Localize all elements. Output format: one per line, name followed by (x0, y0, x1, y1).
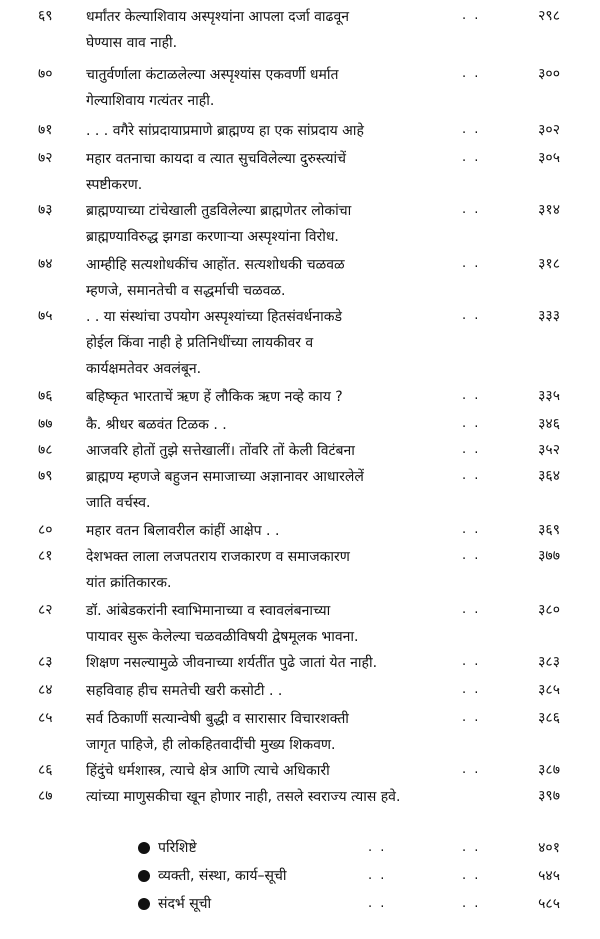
entry-page-number: ३८६ (538, 710, 560, 726)
entry-title-line: बहिष्कृत भारताचें ऋण हें लौकिक ऋण नव्हे काय ? (86, 389, 343, 405)
entry-page-number: ३३५ (538, 388, 560, 404)
entry-title-line: जाति वर्चस्व. (86, 495, 151, 511)
leader-dots: . . (462, 840, 481, 855)
appendix-title: व्यक्ती, संस्था, कार्य–सूची (158, 868, 287, 884)
leader-dots: . . (462, 654, 481, 669)
entry-page-number: ३१८ (538, 256, 560, 272)
entry-title-line: डॉ. आंबेडकरांनी स्वाभिमानाच्या व स्वावलंबनाच्या (86, 603, 331, 619)
entry-title (86, 412, 466, 438)
leader-dots: . . (462, 682, 481, 697)
entry-page-number: ३६९ (538, 522, 560, 538)
leader-dots: . . (462, 308, 481, 323)
entry-number: ७९ (38, 468, 53, 484)
entry-number: ७० (38, 66, 53, 82)
entry-page-number: ३५२ (538, 442, 560, 458)
appendix-title: परिशिष्टे (158, 840, 197, 856)
entry-title-line: सर्व ठिकाणीं सत्यान्वेषी बुद्धी व सारासार विचारशक्ती (86, 711, 349, 727)
entry-title-line: गेल्याशिवाय गत्यंतर नाही. (86, 93, 215, 109)
entry-number: ८४ (38, 682, 53, 698)
leader-dots: . . (462, 896, 481, 911)
leader-dots: . . (462, 602, 481, 617)
bullet-icon (138, 842, 150, 854)
leader-dots: . . (462, 388, 481, 403)
entry-title-line: शिक्षण नसल्यामुळे जीवनाच्या शर्यतींत पुढे जातां येत नाही. (86, 655, 378, 671)
entry-title-line: धर्मांतर केल्याशिवाय अस्पृश्यांना आपला दर्जा वाढवून (86, 9, 349, 25)
entry-page-number: ३८३ (538, 654, 560, 670)
leader-dots: . . (462, 522, 481, 537)
entry-number: ८१ (38, 548, 53, 564)
entry-page-number: ३०५ (538, 150, 560, 166)
leader-dots: . . (462, 442, 481, 457)
entry-title (86, 650, 466, 676)
entry-page-number: ३८० (538, 602, 560, 618)
leader-dots: . . (462, 202, 481, 217)
entry-title-line: स्पष्टीकरण. (86, 177, 143, 193)
entry-title-line: आजवरि होतों तुझे सत्तेखालीं। तोंवरि तों केली विटंबना (86, 443, 355, 459)
entry-title (86, 706, 466, 758)
bullet-icon (138, 898, 150, 910)
bullet-icon (138, 870, 150, 882)
entry-title (86, 758, 466, 784)
entry-number: ७८ (38, 442, 53, 458)
leader-dots: . . (462, 868, 481, 883)
leader-dots: . . (462, 122, 481, 137)
entry-title (86, 304, 466, 382)
entry-page-number: ३८५ (538, 682, 560, 698)
leader-dots: . . (462, 762, 481, 777)
appendix-page-number: ५८५ (538, 896, 560, 912)
entry-title (86, 62, 466, 114)
entry-title-line: कै. श्रीधर बळवंत टिळक . . (86, 417, 227, 433)
entry-title-line: जागृत पाहिजे, ही लोकहितवादींची मुख्य शिकवण. (86, 737, 336, 753)
entry-number: ८२ (38, 602, 53, 618)
leader-dots: . . (462, 66, 481, 81)
entry-page-number: ३६४ (538, 468, 560, 484)
entry-number: ८० (38, 522, 53, 538)
entry-title-line: ब्राह्मण्याविरुद्ध झगडा करणाऱ्या अस्पृश्यांना विरोध. (86, 229, 339, 245)
entry-title-line: महार वतन बिलावरील कांहीं आक्षेप . . (86, 523, 280, 539)
entry-title (86, 252, 466, 304)
entry-page-number: ३१४ (538, 202, 560, 218)
entry-title-line: देशभक्त लाला लजपतराय राजकारण व समाजकारण (86, 549, 350, 565)
entry-title (86, 198, 466, 250)
entry-title (86, 118, 466, 144)
entry-number: ७६ (38, 388, 53, 404)
leader-dots: . . (368, 840, 387, 855)
entry-title (86, 598, 466, 650)
leader-dots: . . (368, 868, 387, 883)
entry-number: ७७ (38, 416, 53, 432)
entry-title-line: यांत क्रांतिकारक. (86, 575, 172, 591)
entry-title (86, 4, 466, 56)
entry-title-line: कार्यक्षमतेवर अवलंबून. (86, 361, 202, 377)
entry-title (86, 678, 466, 704)
entry-number: ७३ (38, 202, 53, 218)
appendix-title: संदर्भ सूची (158, 896, 212, 912)
entry-title-line: ब्राह्मण्याच्या टांचेखाली तुडविलेल्या ब्राह्मणेतर लोकांचा (86, 203, 352, 219)
entry-title (86, 146, 466, 198)
entry-title (86, 518, 466, 544)
entry-title-line: घेण्यास वाव नाही. (86, 35, 178, 51)
entry-page-number: ३०० (538, 66, 560, 82)
entry-title-line: आम्हीहि सत्यशोधकींच आहोंत. सत्यशोधकी चळवळ (86, 257, 345, 273)
entry-title-line: पायावर सुरू केलेल्या चळवळीविषयी द्वेषमूलक भावना. (86, 629, 359, 645)
entry-page-number: ३४६ (538, 416, 560, 432)
leader-dots: . . (462, 468, 481, 483)
entry-page-number: ३८७ (538, 762, 560, 778)
leader-dots: . . (462, 150, 481, 165)
entry-title-line: हिंदुंचे धर्मशास्त्र, त्याचे क्षेत्र आणि त्याचे अधिकारी (86, 763, 330, 779)
entry-number: ८७ (38, 788, 53, 804)
entry-title-line: सहविवाह हीच समतेची खरी कसोटी . . (86, 683, 283, 699)
appendix-page-number: ५४५ (538, 868, 560, 884)
entry-number: ७२ (38, 150, 53, 166)
entry-title-line: चातुर्वर्णाला कंटाळलेल्या अस्पृश्यांस एकवर्णी धर्मात (86, 67, 339, 83)
entry-number: ८५ (38, 710, 53, 726)
entry-title-line: म्हणजे, समानतेची व सद्धर्माची चळवळ. (86, 283, 286, 299)
entry-number: ६९ (38, 8, 53, 24)
entry-number: ७१ (38, 122, 53, 138)
entry-page-number: ३७७ (538, 548, 560, 564)
entry-title-line: ब्राह्मण्य म्हणजे बहुजन समाजाच्या अज्ञानावर आधारलेलें (86, 469, 364, 485)
entry-title-line: होईल किंवा नाही हे प्रतिनिधींच्या लायकीवर व (86, 335, 314, 351)
leader-dots: . . (462, 256, 481, 271)
leader-dots: . . (462, 8, 481, 23)
entry-page-number: २९८ (538, 8, 560, 24)
leader-dots: . . (462, 548, 481, 563)
entry-title-line: . . . वगैरे सांप्रदायाप्रमाणे ब्राह्मण्य हा एक सांप्रदाय आहे (86, 123, 364, 139)
leader-dots: . . (462, 416, 481, 431)
leader-dots: . . (368, 896, 387, 911)
entry-title (86, 544, 466, 596)
entry-title-line: महार वतनाचा कायदा व त्यात सुचविलेल्या दुरुस्त्यांचें (86, 151, 347, 167)
leader-dots: . . (462, 710, 481, 725)
entry-page-number: ३०२ (538, 122, 560, 138)
entry-title (86, 438, 466, 464)
entry-title (86, 464, 466, 516)
entry-number: ७५ (38, 308, 53, 324)
entry-number: ८६ (38, 762, 53, 778)
entry-number: ७४ (38, 256, 53, 272)
entry-page-number: ३९७ (538, 788, 560, 804)
entry-title-line: . . या संस्थांचा उपयोग अस्पृश्यांच्या हितसंवर्धनाकडे (86, 309, 342, 325)
entry-page-number: ३३३ (538, 308, 560, 324)
entry-number: ८३ (38, 654, 53, 670)
entry-title (86, 384, 466, 410)
entry-title (86, 784, 466, 810)
appendix-page-number: ४०१ (538, 840, 560, 856)
entry-title-line: त्यांच्या माणुसकीचा खून होणार नाही, तसले स्वराज्य त्यास हवे. (86, 789, 401, 805)
